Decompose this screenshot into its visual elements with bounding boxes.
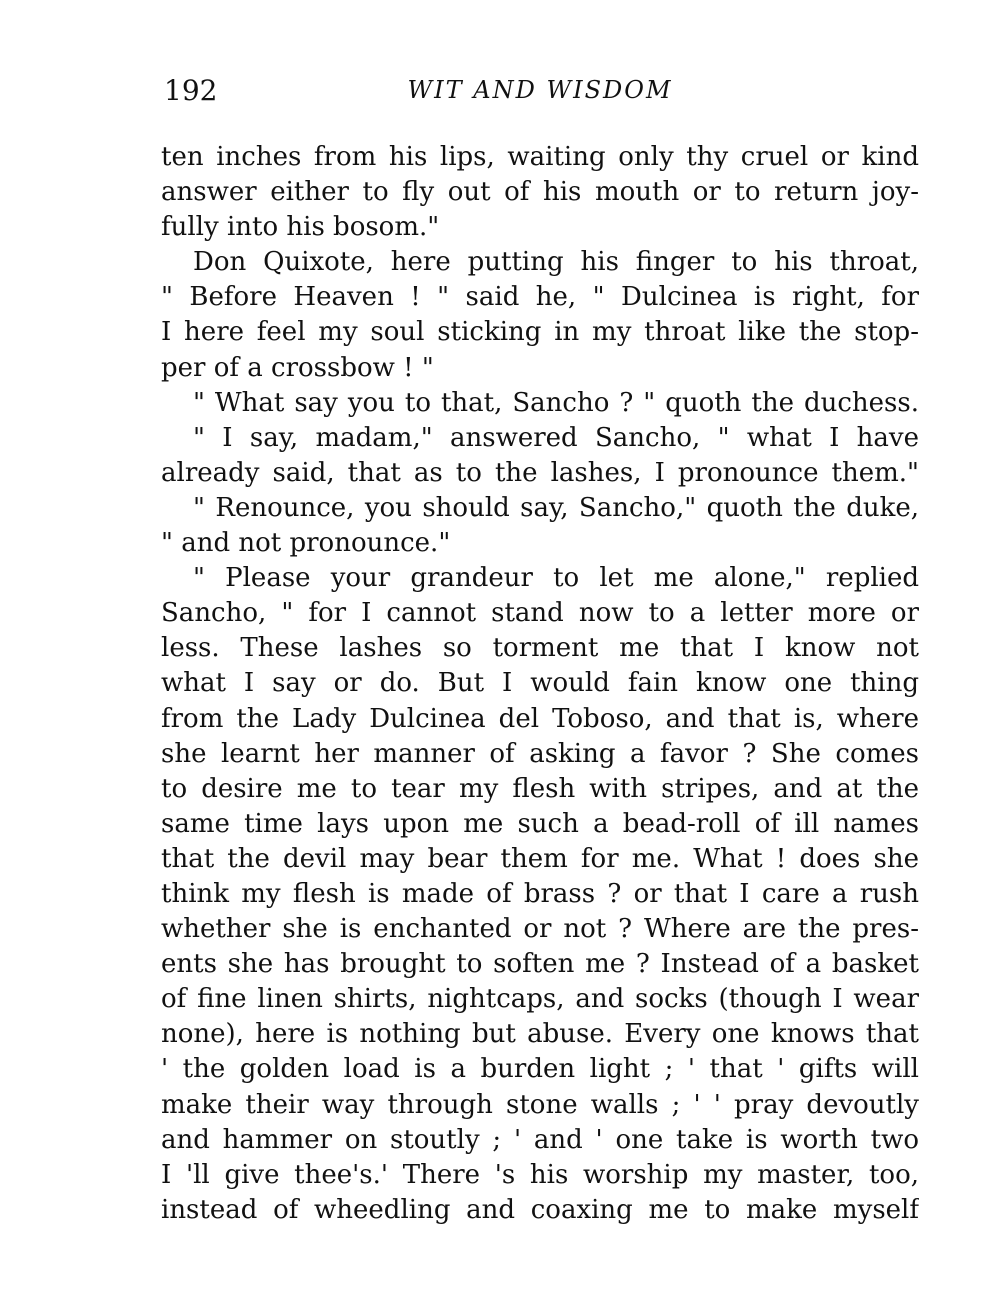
text-line: per of a crossbow ! "	[161, 352, 434, 383]
text-line: " I say, madam," answered Sancho, " what I have	[193, 422, 919, 453]
text-line: of fine linen shirts, nightcaps, and socks (though I wear	[161, 984, 919, 1015]
text-line: to desire me to tear my flesh with stripes, and at the	[161, 773, 919, 804]
text-line: ents she has brought to soften me ? Instead of a basket	[161, 949, 919, 980]
text-line: what I say or do. But I would fain know one thing	[161, 668, 919, 699]
text-line: fully into his bosom."	[161, 212, 440, 243]
text-line: from the Lady Dulcinea del Toboso, and that is, where	[161, 703, 919, 734]
text-line: already said, that as to the lashes, I pronounce them."	[161, 457, 919, 488]
text-line: same time lays upon me such a bead-roll of ill names	[161, 808, 919, 839]
body-text	[161, 140, 919, 1228]
text-line: make their way through stone walls ; ' ' pray devoutly	[161, 1089, 919, 1120]
text-line: none), here is nothing but abuse. Every one knows that	[161, 1019, 919, 1050]
text-line: she learnt her manner of asking a favor ? She comes	[161, 738, 919, 769]
text-line: " What say you to that, Sancho ? " quoth the duchess.	[193, 387, 919, 418]
running-title: WIT AND WISDOM	[407, 76, 673, 104]
text-line: think my flesh is made of brass ? or that I care a rush	[161, 878, 919, 909]
text-line: and hammer on stoutly ; ' and ' one take is worth two	[161, 1124, 919, 1155]
text-line: " Before Heaven ! " said he, " Dulcinea is right, for	[161, 282, 919, 313]
text-line: Sancho, " for I cannot stand now to a letter more or	[161, 598, 919, 629]
text-line: " and not pronounce."	[161, 528, 451, 559]
text-line: instead of wheedling and coaxing me to make myself	[161, 1194, 919, 1225]
text-line: ten inches from his lips, waiting only thy cruel or kind	[161, 142, 919, 172]
text-line: ' the golden load is a burden light ; ' that ' gifts will	[161, 1054, 919, 1085]
text-line: " Please your grandeur to let me alone," replied	[193, 563, 919, 594]
page-header	[160, 74, 920, 114]
text-line: answer either to fly out of his mouth or to return joy-	[161, 177, 919, 208]
text-line: I 'll give thee's.' There 's his worship my master, too,	[161, 1159, 919, 1190]
text-line: " Renounce, you should say, Sancho," quoth the duke,	[193, 492, 919, 523]
text-line: that the devil may bear them for me. What ! does she	[161, 843, 919, 874]
text-line: less. These lashes so torment me that I know not	[161, 633, 919, 664]
text-line: whether she is enchanted or not ? Where are the pres-	[161, 914, 919, 945]
page-number: 192	[164, 74, 218, 107]
text-line: Don Quixote, here putting his finger to his throat,	[193, 247, 919, 278]
text-line: I here feel my soul sticking in my throat like the stop-	[161, 317, 919, 348]
